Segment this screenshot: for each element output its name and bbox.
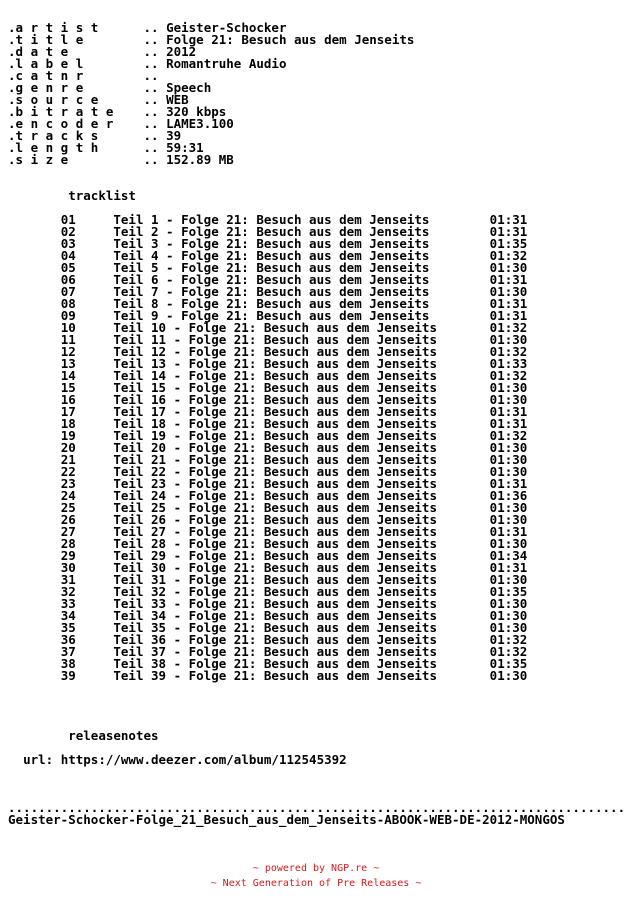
track-duration: 01:32: [489, 632, 528, 647]
meta-separator: ..: [143, 32, 159, 47]
track-number: 23: [60, 476, 114, 491]
url-label: url:: [23, 752, 54, 767]
track-title: Teil 31 - Folge 21: Besuch aus dem Jenseits: [113, 572, 490, 587]
track-number: 28: [60, 536, 114, 551]
track-duration: 01:32: [489, 428, 528, 443]
meta-value: 59:31: [166, 140, 204, 155]
url-value: https://www.deezer.com/album/112545392: [60, 752, 347, 767]
meta-value: WEB: [166, 92, 189, 107]
track-duration: 01:30: [489, 392, 528, 407]
track-duration: 01:30: [489, 536, 528, 551]
track-duration: 01:30: [489, 500, 528, 515]
track-number: 14: [60, 368, 114, 383]
blank-line: [8, 166, 625, 178]
track-number: 31: [60, 572, 114, 587]
track-title: Teil 37 - Folge 21: Besuch aus dem Jenseits: [113, 644, 490, 659]
track-title: Teil 6 - Folge 21: Besuch aus dem Jenseits: [113, 272, 490, 287]
meta-separator: ..: [143, 20, 159, 35]
meta-separator: ..: [143, 44, 159, 59]
track-title: Teil 11 - Folge 21: Besuch aus dem Jenseits: [113, 332, 490, 347]
track-duration: 01:30: [489, 572, 528, 587]
track-number: 21: [60, 452, 114, 467]
track-title: Teil 12 - Folge 21: Besuch aus dem Jenseits: [113, 344, 490, 359]
gap: [53, 752, 61, 767]
track-number: 36: [60, 632, 114, 647]
track-title: Teil 9 - Folge 21: Besuch aus dem Jenseits: [113, 308, 490, 323]
track-title: Teil 34 - Folge 21: Besuch aus dem Jenseits: [113, 608, 490, 623]
tracklist-heading-row: [8, 190, 625, 202]
track-duration: 01:31: [489, 212, 528, 227]
track-number: 32: [60, 584, 114, 599]
track-title: Teil 25 - Folge 21: Besuch aus dem Jenseits: [113, 500, 490, 515]
meta-separator: ..: [143, 116, 159, 131]
track-title: Teil 23 - Folge 21: Besuch aus dem Jenseits: [113, 476, 490, 491]
meta-key: .s i z e: [8, 152, 144, 167]
track-number: 11: [60, 332, 114, 347]
indent: [8, 188, 68, 203]
track-number: 39: [60, 668, 114, 683]
track-title: Teil 5 - Folge 21: Besuch aus dem Jenseits: [113, 260, 490, 275]
track-number: 25: [60, 500, 114, 515]
track-number: 27: [60, 524, 114, 539]
footer-powered-by: ~ powered by NGP.re ~: [252, 863, 380, 874]
track-duration: 01:31: [489, 476, 528, 491]
track-title: Teil 36 - Folge 21: Besuch aus dem Jenseits: [113, 632, 490, 647]
meta-value: 320 kbps: [166, 104, 227, 119]
meta-value: 39: [166, 128, 182, 143]
track-title: Teil 32 - Folge 21: Besuch aus dem Jenseits: [113, 584, 490, 599]
blank-line: [8, 682, 625, 694]
releasenotes-heading: releasenotes: [68, 728, 159, 743]
meta-key: .c a t n r: [8, 68, 144, 83]
track-duration: 01:35: [489, 656, 528, 671]
meta-separator: ..: [143, 104, 159, 119]
track-number: 07: [60, 284, 114, 299]
track-duration: 01:31: [489, 560, 528, 575]
track-duration: 01:30: [489, 596, 528, 611]
track-title: Teil 15 - Folge 21: Besuch aus dem Jenseits: [113, 380, 490, 395]
track-title: Teil 33 - Folge 21: Besuch aus dem Jenseits: [113, 596, 490, 611]
track-title: Teil 20 - Folge 21: Besuch aus dem Jenseits: [113, 440, 490, 455]
meta-key: .l a b e l: [8, 56, 144, 71]
track-number: 03: [60, 236, 114, 251]
track-title: Teil 14 - Folge 21: Besuch aus dem Jenseits: [113, 368, 490, 383]
meta-key: .t r a c k s: [8, 128, 144, 143]
track-duration: 01:30: [489, 332, 528, 347]
track-number: 24: [60, 488, 114, 503]
track-number: 33: [60, 596, 114, 611]
meta-separator: ..: [143, 92, 159, 107]
track-duration: 01:30: [489, 620, 528, 635]
tracklist-heading: tracklist: [68, 188, 136, 203]
track-duration: 01:32: [489, 344, 528, 359]
track-duration: 01:30: [489, 668, 528, 683]
meta-value: Folge 21: Besuch aus dem Jenseits: [166, 32, 415, 47]
dotted-divider: ..................................................................................: [8, 800, 626, 815]
meta-key: .g e n r e: [8, 80, 144, 95]
track-duration: 01:30: [489, 464, 528, 479]
track-title: Teil 8 - Folge 21: Besuch aus dem Jenseits: [113, 296, 490, 311]
releasenotes-heading-row: [8, 730, 625, 742]
track-title: Teil 7 - Folge 21: Besuch aus dem Jenseits: [113, 284, 490, 299]
track-title: Teil 38 - Folge 21: Besuch aus dem Jenseits: [113, 656, 490, 671]
track-number: 01: [60, 212, 114, 227]
track-number: 13: [60, 356, 114, 371]
meta-value: Romantruhe Audio: [166, 56, 287, 71]
track-duration: 01:31: [489, 524, 528, 539]
track-number: 26: [60, 512, 114, 527]
track-duration: 01:34: [489, 548, 528, 563]
track-duration: 01:31: [489, 308, 528, 323]
footer-tagline: ~ Next Generation of Pre Releases ~: [210, 878, 422, 889]
meta-key: .b i t r a t e: [8, 104, 144, 119]
track-number: 10: [60, 320, 114, 335]
meta-key: .d a t e: [8, 44, 144, 59]
track-duration: 01:30: [489, 452, 528, 467]
track-number: 15: [60, 380, 114, 395]
track-title: Teil 21 - Folge 21: Besuch aus dem Jenseits: [113, 452, 490, 467]
footer: [0, 861, 632, 891]
blank-line: [8, 778, 625, 790]
track-number: 22: [60, 464, 114, 479]
track-title: Teil 22 - Folge 21: Besuch aus dem Jenseits: [113, 464, 490, 479]
track-title: Teil 18 - Folge 21: Besuch aus dem Jenseits: [113, 416, 490, 431]
track-number: 02: [60, 224, 114, 239]
track-title: Teil 39 - Folge 21: Besuch aus dem Jenseits: [113, 668, 490, 683]
meta-separator: ..: [143, 152, 159, 167]
blank-line: [8, 694, 625, 706]
track-duration: 01:31: [489, 416, 528, 431]
track-number: 35: [60, 620, 114, 635]
url-row: [8, 754, 625, 766]
track-number: 20: [60, 440, 114, 455]
release-name-row: [8, 814, 625, 826]
track-number: 17: [60, 404, 114, 419]
track-duration: 01:31: [489, 296, 528, 311]
meta-gap: [159, 152, 167, 167]
track-duration: 01:32: [489, 644, 528, 659]
track-duration: 01:30: [489, 440, 528, 455]
release-name: Geister-Schocker-Folge_21_Besuch_aus_dem_Jenseits-ABOOK-WEB-DE-2012-MONGOS: [8, 812, 565, 827]
track-number: 38: [60, 656, 114, 671]
meta-row: [8, 154, 625, 166]
track-duration: 01:33: [489, 356, 528, 371]
track-duration: 01:30: [489, 380, 528, 395]
track-duration: 01:31: [489, 404, 528, 419]
track-number: 29: [60, 548, 114, 563]
meta-separator: ..: [143, 80, 159, 95]
meta-separator: ..: [143, 140, 159, 155]
track-title: Teil 3 - Folge 21: Besuch aus dem Jenseits: [113, 236, 490, 251]
nfo-document: [8, 22, 625, 826]
track-number: 16: [60, 392, 114, 407]
meta-value: Geister-Schocker: [166, 20, 287, 35]
meta-key: .a r t i s t: [8, 20, 144, 35]
meta-separator: ..: [143, 128, 159, 143]
track-title: Teil 26 - Folge 21: Besuch aus dem Jenseits: [113, 512, 490, 527]
meta-value: 152.89 MB: [166, 152, 234, 167]
track-title: Teil 29 - Folge 21: Besuch aus dem Jenseits: [113, 548, 490, 563]
meta-value: Speech: [166, 80, 212, 95]
track-number: 37: [60, 644, 114, 659]
track-title: Teil 19 - Folge 21: Besuch aus dem Jenseits: [113, 428, 490, 443]
track-title: Teil 13 - Folge 21: Besuch aus dem Jenseits: [113, 356, 490, 371]
track-number: 19: [60, 428, 114, 443]
meta-value: 2012: [166, 44, 197, 59]
track-title: Teil 30 - Folge 21: Besuch aus dem Jenseits: [113, 560, 490, 575]
track-number: 30: [60, 560, 114, 575]
meta-key: .t i t l e: [8, 32, 144, 47]
track-duration: 01:30: [489, 512, 528, 527]
meta-separator: ..: [143, 68, 159, 83]
track-duration: 01:31: [489, 224, 528, 239]
track-title: Teil 27 - Folge 21: Besuch aus dem Jenseits: [113, 524, 490, 539]
blank-line: [8, 706, 625, 718]
track-title: Teil 24 - Folge 21: Besuch aus dem Jenseits: [113, 488, 490, 503]
track-title: Teil 28 - Folge 21: Besuch aus dem Jenseits: [113, 536, 490, 551]
track-duration: 01:32: [489, 248, 528, 263]
track-duration: 01:30: [489, 284, 528, 299]
track-duration: 01:35: [489, 584, 528, 599]
track-duration: 01:31: [489, 272, 528, 287]
meta-key: .e n c o d e r: [8, 116, 144, 131]
track-title: Teil 4 - Folge 21: Besuch aus dem Jenseits: [113, 248, 490, 263]
track-number: 09: [60, 308, 114, 323]
track-title: Teil 2 - Folge 21: Besuch aus dem Jenseits: [113, 224, 490, 239]
track-duration: 01:36: [489, 488, 528, 503]
track-title: Teil 16 - Folge 21: Besuch aus dem Jenseits: [113, 392, 490, 407]
track-number: 05: [60, 260, 114, 275]
track-number: 06: [60, 272, 114, 287]
track-number: 12: [60, 344, 114, 359]
track-duration: 01:35: [489, 236, 528, 251]
track-duration: 01:30: [489, 608, 528, 623]
meta-value: LAME3.100: [166, 116, 234, 131]
meta-key: .l e n g t h: [8, 140, 144, 155]
track-row: [8, 670, 625, 682]
track-duration: 01:30: [489, 260, 528, 275]
track-duration: 01:32: [489, 368, 528, 383]
track-number: 18: [60, 416, 114, 431]
blank-line: [8, 766, 625, 778]
indent: [8, 728, 68, 743]
track-number: 34: [60, 608, 114, 623]
track-number: 08: [60, 296, 114, 311]
meta-key: .s o u r c e: [8, 92, 144, 107]
track-title: Teil 35 - Folge 21: Besuch aus dem Jenseits: [113, 620, 490, 635]
track-duration: 01:32: [489, 320, 528, 335]
track-title: Teil 10 - Folge 21: Besuch aus dem Jenseits: [113, 320, 490, 335]
meta-separator: ..: [143, 56, 159, 71]
indent: [8, 668, 61, 683]
track-title: Teil 17 - Folge 21: Besuch aus dem Jenseits: [113, 404, 490, 419]
track-title: Teil 1 - Folge 21: Besuch aus dem Jenseits: [113, 212, 490, 227]
track-number: 04: [60, 248, 114, 263]
